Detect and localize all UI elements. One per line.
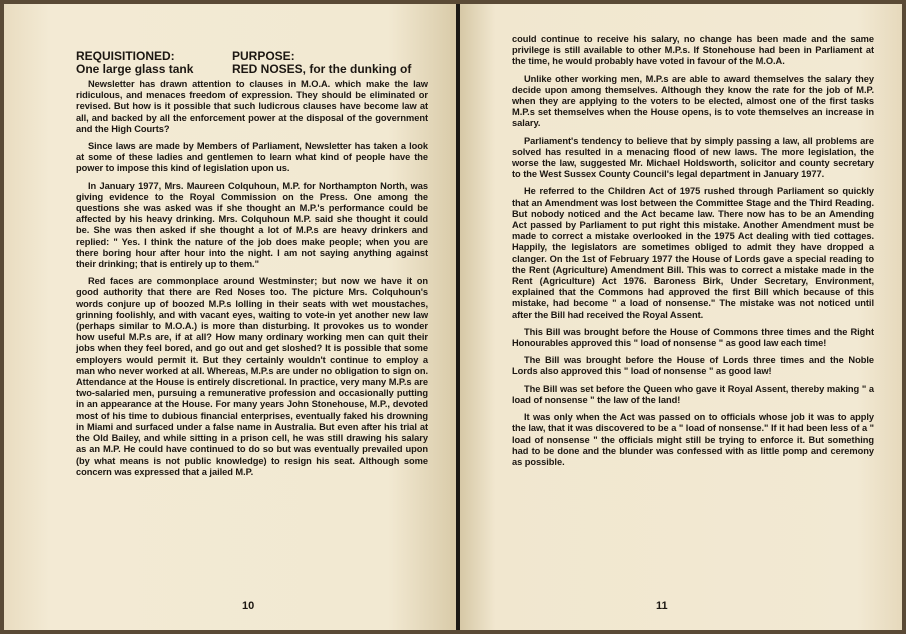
- paragraph: Newsletter has drawn attention to clauses in M.O.A. which make the law ridiculous, and menaces freedom of expression. They should be eliminated or revised. But how is it possible that such ludicrous clauses have become law at all, and backed by all the enforcement power at the disposal of the government and the High Courts?: [76, 79, 428, 134]
- paragraph: The Bill was set before the Queen who gave it Royal Assent, thereby making " a load of nonsense " the law of the land!: [512, 383, 874, 405]
- page-number: 11: [656, 600, 668, 612]
- heading-line: One large glass tank: [76, 62, 194, 76]
- paragraph: He referred to the Children Act of 1975 rushed through Parliament so quickly that an Amendment was lost between the Committee Stage and the Third Reading. But nobody noticed and the Act became law. There now has to be an Amending Act passed by Parliament to put right this mistake. Another Amendment must be made to correct a mistake overlooked in the 1975 Act dealing with tied cottages. Happily, the legislators are sometimes obliged to admit they have dropped a clanger. On the 1st of February 1977 the House of Lords gave a special reading to the Rent (Agriculture) Amendment Bill. This was to correct a mistake made in the Rent (Agriculture) Act 1976. Baroness Birk, Under Secretary, Environment, explained that the Commons had approved the first Bill which because of this mistake, had become " a load of nonsense." The mistake was not noticed until after the Bill had received the Royal Assent.: [512, 186, 874, 320]
- article-heading: [76, 50, 428, 76]
- paragraph: Parliament's tendency to believe that by simply passing a law, all problems are solved has resulted in a menacing flood of new laws. The more legislation, the worse the law, suggested Mr. Michael Holdsworth, solicitor and county secretary to the West Sussex County Council's legal department in January 1977.: [512, 135, 874, 180]
- paragraph: Since laws are made by Members of Parliament, Newsletter has taken a look at some of these ladies and gentlemen to learn what kind of people have the power to impose this kind of legislation upon us.: [76, 141, 428, 174]
- heading-line: REQUISITIONED:: [76, 49, 175, 63]
- paragraph: It was only when the Act was passed on to officials whose job it was to apply the law, that it was discovered to be a " load of nonsense." If it had been less of a " load of nonsense " the officials might still be trying to enforce it. But something had to be done and the blunder was confessed with as little pomp and ceremony as possible.: [512, 412, 874, 467]
- right-page: [460, 4, 902, 630]
- heading-purpose: [232, 50, 411, 76]
- paragraph: This Bill was brought before the House of Commons three times and the Right Honourables approved this " load of nonsense " as good law each time!: [512, 326, 874, 349]
- paragraph: Red faces are commonplace around Westminster; but now we have it on good authority that there are Red Noses too. The picture Mrs. Colquhoun's words conjure up of boozed M.P.s lolling in their seats with wet moustaches, grinning foolishly, and with vacant eyes, waiting to vote-in yet another new law (perhaps similar to M.O.A.) is more than disturbing. It provokes us to wonder how useful M.P.s are, if at all? How many ordinary working men can quit their jobs when they feel bored, and go out and get sloshed? It is possible that some employers would permit it. But they certainly wouldn't continue to employ a man who never worked at all. Whereas, M.P.s are under no obligation to sign on. Attendance at the House is entirely discretional. In practice, very many M.P.s are two-salaried men, pursuing a remunerative profession and occasionally putting in an appearance at the House. For many years John Stonehouse, M.P., devoted most of his time to dubious financial enterprises, eventually faked his drowning in Miami and surfaced under a false name in Australia. But even after his trial at the Old Bailey, and while sitting in a prison cell, he was still drawing his salary as an M.P. He could have continued to do so but was eventually prevailed upon (by what means is not public knowledge) to resign his seat. Although some concern was expressed that a jailed M.P.: [76, 276, 428, 477]
- paragraph: Unlike other working men, M.P.s are able to award themselves the salary they decide upon among themselves. Although they know the rate for the job of M.P. when they are applying to the voters to be elected, almost one of the first tasks M.P.s set themselves when the House opens, is to vote themselves an increase in salary.: [512, 73, 874, 129]
- booklet-spread: [4, 4, 902, 630]
- heading-requisitioned: [76, 50, 232, 76]
- paragraph: In January 1977, Mrs. Maureen Colquhoun, M.P. for Northampton North, was giving evidence to the Royal Commission on the Press. One among the questions she was asked was if she thought an M.P.'s performance could be affected by his heavy drinking. Mrs. Colquhoun M.P. said she thought it could be. She was then asked if she thought a lot of M.P.s are heavy drinkers and replied: " Yes. I think the nature of the job does make people; when you are there boring hour after hour into the night. I am not saying anything against their drinking; that is entirely up to them.": [76, 180, 428, 270]
- paragraph: could continue to receive his salary, no change has been made and the same privilege is still available to other M.P.s. If Stonehouse had been in Parliament at the time, he would probably have voted in favour of the M.O.A.: [512, 34, 874, 67]
- heading-line: PURPOSE:: [232, 49, 295, 63]
- left-page: [4, 4, 456, 630]
- heading-line: RED NOSES, for the dunking of: [232, 62, 412, 76]
- page-number: 10: [242, 600, 255, 612]
- paragraph: The Bill was brought before the House of Lords three times and the Noble Lords also approved this " load of nonsense " as good law!: [512, 355, 874, 377]
